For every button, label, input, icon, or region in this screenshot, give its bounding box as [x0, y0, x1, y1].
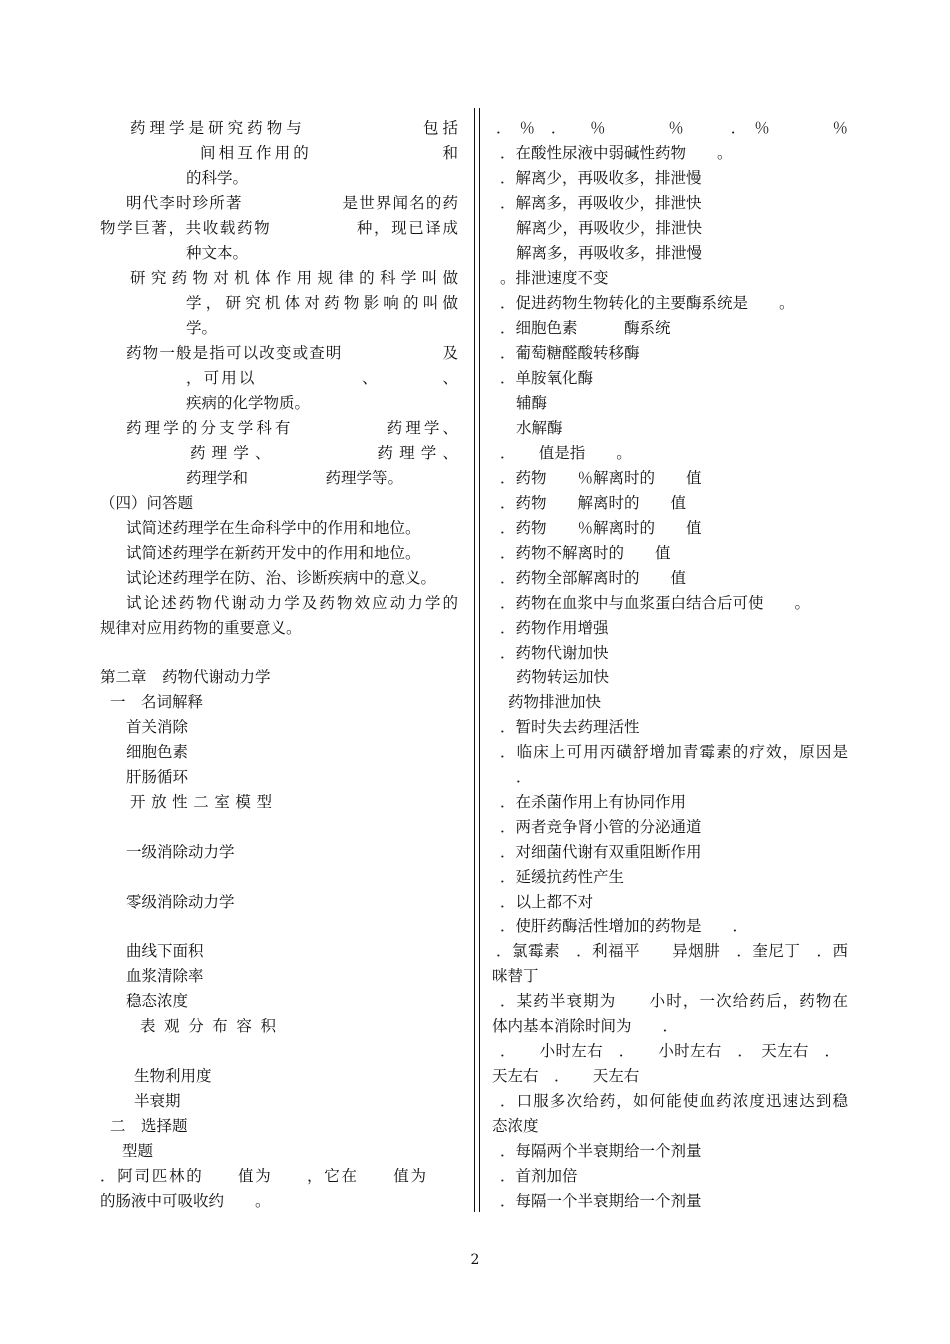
text-line: 学，研究机体对药物影响的叫做 — [186, 294, 458, 312]
text-line: 二 选择题 — [110, 1117, 188, 1135]
text-line: 试论述药理学在防、治、诊断疾病中的意义。 — [126, 569, 437, 587]
text-line: 药物一般是指可以改变或查明 及 — [126, 344, 458, 362]
text-line: 药理学、 药理学、 — [190, 444, 458, 462]
text-line: ．在酸性尿液中弱碱性药物 。 — [500, 144, 733, 162]
text-line: ．药物作用增强 — [500, 619, 609, 637]
text-line: 药物排泄加快 — [508, 693, 602, 711]
text-line: ．药物 ％解离时的 值 — [500, 519, 702, 537]
text-line: 疾病的化学物质。 — [186, 394, 311, 412]
text-line: ．葡萄糖醛酸转移酶 — [500, 344, 640, 362]
text-line: ． — [516, 768, 532, 786]
text-line: 学。 — [186, 319, 218, 337]
text-line: ．药物 ％解离时的 值 — [500, 469, 702, 487]
text-line: ．每隔两个半衰期给一个剂量 — [500, 1142, 702, 1160]
text-line: 型题 — [122, 1142, 154, 1160]
text-line: ．药物 解离时的 值 — [500, 494, 687, 512]
text-line: 首关消除 — [126, 718, 189, 736]
text-line: 试简述药理学在新药开发中的作用和地位。 — [126, 544, 421, 562]
text-line: ．某药半衰期为 小时，一次给药后，药物在 — [500, 992, 848, 1010]
text-line: 的肠液中可吸收约 。 — [100, 1192, 271, 1210]
text-line: 药理学的分支学科有 药理学、 — [126, 419, 458, 437]
text-line: 药物转运加快 — [516, 668, 610, 686]
column-divider — [479, 108, 480, 1212]
text-line: ．促进药物生物转化的主要酶系统是 。 — [500, 294, 795, 312]
text-line: 解离少，再吸收少，排泄快 — [516, 219, 703, 237]
text-line: ．暂时失去药理活性 — [500, 718, 640, 736]
text-line: 间相互作用的 和 — [200, 144, 458, 162]
text-line: ．细胞色素 酶系统 — [500, 319, 671, 337]
text-line: ．每隔一个半衰期给一个剂量 — [500, 1192, 702, 1210]
text-line: 药理学是研究药物与 包括 — [130, 119, 458, 137]
page-number: 2 — [470, 1252, 480, 1268]
text-line: 表观分布容积 — [140, 1017, 276, 1035]
text-line: 物学巨著，共收载药物 种，现已译成 — [100, 219, 458, 237]
text-line: 一级消除动力学 — [126, 843, 235, 861]
text-line: 。排泄速度不变 — [500, 269, 609, 287]
text-line: 试简述药理学在生命科学中的作用和地位。 — [126, 519, 421, 537]
text-line: 种文本。 — [186, 244, 249, 262]
text-line: ．药物不解离时的 值 — [500, 544, 671, 562]
text-line: ．单胺氧化酶 — [500, 369, 594, 387]
text-line: 咪替丁 — [492, 967, 539, 985]
text-line: ．药物在血浆中与血浆蛋白结合后可使 。 — [500, 594, 811, 612]
text-line: ．药物全部解离时的 值 — [500, 569, 687, 587]
text-line: ． 值是指 。 — [500, 444, 632, 462]
text-line: 解离多，再吸收多，排泄慢 — [516, 244, 703, 262]
text-line: 药理学和 药理学等。 — [186, 469, 404, 487]
text-line: 肝肠循环 — [126, 768, 189, 786]
text-line: 曲线下面积 — [126, 942, 204, 960]
text-line: ．口服多次给药，如何能使血药浓度迅速达到稳 — [500, 1092, 848, 1110]
text-line: 细胞色素 — [126, 743, 189, 761]
text-line: 稳态浓度 — [126, 992, 189, 1010]
text-line: ．药物代谢加快 — [500, 644, 609, 662]
text-line: 明代李时珍所著 是世界闻名的药 — [126, 194, 458, 212]
text-line: ．临床上可用丙磺舒增加青霉素的疗效，原因是 — [500, 743, 848, 761]
text-line: ．使肝药酶活性增加的药物是 ． — [500, 917, 749, 935]
text-line: ． 小时左右 ． 小时左右 ． 天左右 ． — [500, 1042, 840, 1060]
text-line: 半衰期 — [134, 1092, 181, 1110]
text-line: ．氯霉素 ．利福平 异烟肼 ．奎尼丁 ．西 — [496, 942, 848, 960]
text-line: ，可用以 、 、 — [186, 369, 458, 387]
text-line: 零级消除动力学 — [126, 893, 235, 911]
text-line: ．解离多，再吸收少，排泄快 — [500, 194, 702, 212]
text-line: 态浓度 — [492, 1117, 539, 1135]
text-line: 天左右 ． 天左右 — [492, 1067, 640, 1085]
text-line: 规律对应用药物的重要意义。 — [100, 619, 302, 637]
text-line: 体内基本消除时间为 ． — [492, 1017, 679, 1035]
text-line: 血浆清除率 — [126, 967, 204, 985]
text-line: 试论述药物代谢动力学及药物效应动力学的 — [126, 594, 458, 612]
text-line: ．阿司匹林的 值为 ，它在 值为 — [100, 1167, 426, 1185]
text-line: 水解酶 — [516, 419, 563, 437]
text-line: 第二章 药物代谢动力学 — [100, 668, 271, 686]
text-line: ．以上都不对 — [500, 893, 594, 911]
text-line: ．首剂加倍 — [500, 1167, 578, 1185]
text-line: ． ％ ． ％ ％ ． ％ ％ — [496, 119, 848, 137]
text-line: 生物利用度 — [134, 1067, 212, 1085]
text-line: ．对细菌代谢有双重阻断作用 — [500, 843, 702, 861]
text-line: 辅酶 — [516, 394, 548, 412]
text-line: （四）问答题 — [100, 494, 194, 512]
column-divider — [474, 108, 475, 1212]
text-line: 的科学。 — [186, 169, 249, 187]
text-line: 一 名词解释 — [110, 693, 204, 711]
text-line: ．延缓抗药性产生 — [500, 868, 625, 886]
text-line: ．两者竞争肾小管的分泌通道 — [500, 818, 702, 836]
text-line: 开放性二室模型 — [130, 793, 272, 811]
text-line: 研究药物对机体作用规律的科学叫做 — [130, 269, 458, 287]
text-line: ．在杀菌作用上有协同作用 — [500, 793, 687, 811]
text-line: ．解离少，再吸收多，排泄慢 — [500, 169, 702, 187]
